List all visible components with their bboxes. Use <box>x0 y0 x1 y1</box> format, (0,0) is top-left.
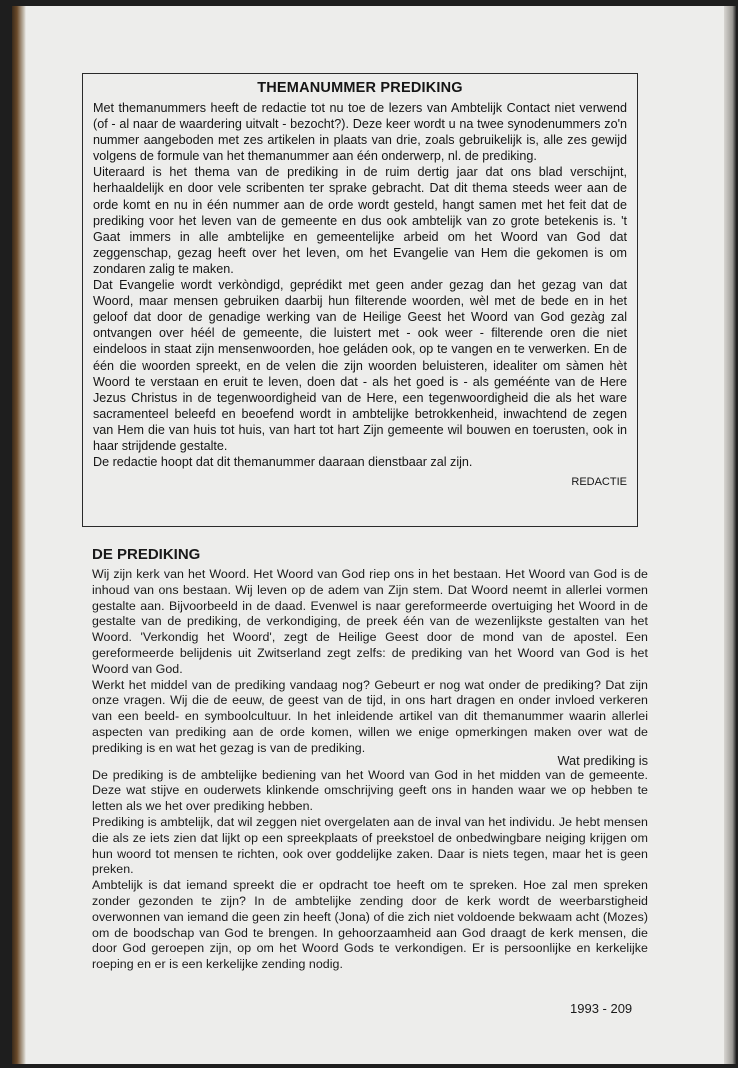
box-paragraph: Uiteraard is het thema van de prediking in de ruim dertig jaar dat ons blad verschijnt, herhaaldelijk en door vele scribenten ter sprake gebracht. Dat dit thema steeds weer aan de orde komt en nu in één nummer aan de orde wordt gesteld, hangt samen met het feit dat de prediking voor het leven van de gemeente en dus ook ambtelijk van zo grote betekenis is. 't Gaat immers in alle ambtelijke en gemeentelijke arbeid om het Woord van God dat zeggenschap, gezag heeft over het leven, om het Evangelie van Hem die gekomen is om zondaren zalig te maken. <box>93 165 627 276</box>
page-right-edge <box>724 6 736 1064</box>
article-title: DE PREDIKING <box>92 546 201 563</box>
article-paragraph: De prediking is de ambtelijke bediening van het Woord van God in het midden van de gemeente. Deze wat stijve en ouderwets klinkende omschrijving geeft ons in handen waar we op hebben te letten als we het over prediking hebben. <box>92 767 648 814</box>
theme-issue-box <box>82 73 638 527</box>
article-intro: Wij zijn kerk van het Woord. Het Woord van God riep ons in het bestaan. Het Woord van God is de inhoud van ons bestaan. Wij leven op de adem van Zijn stem. Dat Woord neemt in allerlei vormen gestalte aan. Bijvoorbeeld in de daad. Evenwel is naar gereformeerde overtuiging het Woord in de gestalte van de prediking, de verkondiging, de preek één van de wezenlijkste gestalten van het Woord. 'Verkondig het Woord', zegt de Heilige Geest door de mond van de apostel. Een gereformeerde belijdenis uit Zwitserland zegt zelfs: de prediking van het Woord van God is het Woord van God. <box>92 567 648 676</box>
box-signature: REDACTIE <box>571 476 627 489</box>
box-paragraph: Met themanummers heeft de redactie tot nu toe de lezers van Ambtelijk Contact niet verwend (of - al naar de waardering uitvalt - bezocht?). Deze keer wordt u na twee synodenummers zo'n nummer aangeboden met zes artikelen in plaats van drie, zoals gebruikelijk is, alle zes gewijd volgens de formule van het themanummer aan één onderwerp, nl. de prediking. <box>93 101 627 164</box>
box-paragraph: De redactie hoopt dat dit themanummer daaraan dienstbaar zal zijn. <box>93 455 473 470</box>
article-subheading: Wat prediking is <box>557 752 648 768</box>
page-binding-edge <box>12 6 26 1064</box>
article-section <box>92 546 648 973</box>
article-questions: Werkt het middel van de prediking vandaag nog? Gebeurt er nog wat onder de prediking? Dat zijn onze vragen. Wij die de eeuw, de geest van de tijd, in ons hart dragen en onder invloed verkeren van een beeld- en symboolcultuur. In het inleidende artikel van dit themanummer waarin allerlei aspecten van prediking aan de orde komen, willen we enige opmerkingen maken over wat de prediking is en wat het gezag is van de prediking. <box>92 677 648 755</box>
page <box>12 6 724 1064</box>
box-paragraph: Dat Evangelie wordt verkòndigd, geprédikt met geen ander gezag dan het gezag van dat Woord, maar mensen gebruiken daarbij hun filterende woorden, wèl met de bede en in het geloof dat door de genadige werking van de Heilige Geest het Woord van God gezàg zal ontvangen over héél de gemeente, die luistert met - ook weer - filterende oren die niet eindeloos in staat zijn mensenwoorden, hoe geláden ook, op te vangen en te verwerken. En de één die woorden spreekt, en de velen die zijn woorden beluisteren, idealiter om sàmen hèt Woord te verstaan en eruit te leven, doen dat - als het goed is - als geméénte van de Here Jezus Christus in de tegenwoordigheid van de Here, een tegenwoordigheid die als het ware sacramenteel beleefd en beoefend wordt in ambtelijke betrokkenheid, inwachtend de zegen van Hem die van huis tot huis, van hart tot hart Zijn gemeente wil bouwen en toerusten, ook in haar strijdende gestalte. <box>93 278 627 453</box>
page-number: 1993 - 209 <box>570 1001 633 1016</box>
article-paragraph: Prediking is ambtelijk, dat wil zeggen niet overgelaten aan de inval van het individu. Je hebt mensen die als ze iets zien dat lijkt op een spreekplaats of preekstoel de onbedwingbare neiging krijgen om hun woord tot mensen te richten, ook over goddelijke zaken. Daar is niets tegen, maar het is geen preken. <box>92 814 648 877</box>
box-title: THEMANUMMER PREDIKING <box>257 80 463 96</box>
article-paragraph: Ambtelijk is dat iemand spreekt die er opdracht toe heeft om te spreken. Hoe zal men spreken zonder gezonden te zijn? In de ambtelijke zending door de kerk wordt de weerbarstigheid overwonnen van iemand die geen zin heeft (Jona) of die zich niet voldoende bekwaam acht (Mozes) om de boodschap van God te brengen. In gehoorzaamheid aan God draagt de kerk mensen, die door God geroepen zijn, op om het Woord Gods te verkondigen. Er is persoonlijke en kerkelijke roeping en er is een kerkelijke zending nodig. <box>92 878 648 972</box>
